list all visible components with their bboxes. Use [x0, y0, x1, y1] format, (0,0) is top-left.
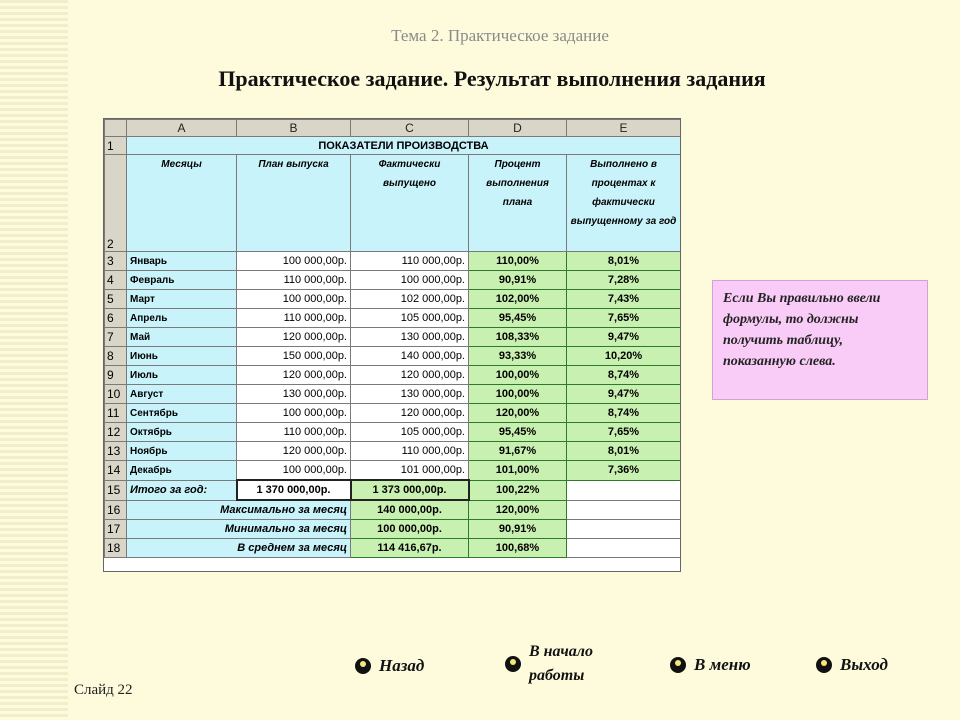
plan-cell[interactable]: 150 000,00р. — [237, 347, 351, 366]
column-header-e[interactable]: E — [567, 120, 681, 137]
percent-cell[interactable]: 108,33% — [469, 328, 567, 347]
bullet-icon — [505, 656, 521, 672]
back-button[interactable] — [355, 656, 424, 676]
plan-cell[interactable]: 120 000,00р. — [237, 442, 351, 461]
bullet-icon — [816, 657, 832, 673]
empty-cell[interactable] — [567, 480, 681, 500]
month-cell[interactable]: Август — [127, 385, 237, 404]
spreadsheet — [103, 118, 681, 572]
fact-cell[interactable]: 100 000,00р. — [351, 271, 469, 290]
start-label: В начало работы — [529, 643, 593, 684]
row-number[interactable]: 16 — [105, 500, 127, 520]
table-row — [105, 347, 681, 366]
share-cell[interactable]: 7,65% — [567, 423, 681, 442]
plan-cell[interactable]: 100 000,00р. — [237, 461, 351, 481]
percent-cell[interactable]: 101,00% — [469, 461, 567, 481]
max-percent[interactable]: 120,00% — [469, 500, 567, 520]
total-percent[interactable]: 100,22% — [469, 480, 567, 500]
avg-percent[interactable]: 100,68% — [469, 539, 567, 558]
month-cell[interactable]: Июль — [127, 366, 237, 385]
menu-label: В меню — [694, 655, 751, 674]
empty-cell[interactable] — [567, 520, 681, 539]
plan-cell[interactable]: 100 000,00р. — [237, 404, 351, 423]
share-cell[interactable]: 10,20% — [567, 347, 681, 366]
share-cell[interactable]: 7,36% — [567, 461, 681, 481]
fact-cell[interactable]: 130 000,00р. — [351, 385, 469, 404]
share-cell[interactable]: 8,74% — [567, 366, 681, 385]
month-cell[interactable]: Ноябрь — [127, 442, 237, 461]
table-row — [105, 271, 681, 290]
header-cell-months[interactable]: Месяцы — [127, 155, 237, 252]
plan-cell[interactable]: 100 000,00р. — [237, 252, 351, 271]
table-row — [105, 328, 681, 347]
table-row — [105, 290, 681, 309]
table-row — [105, 252, 681, 271]
share-cell[interactable]: 8,74% — [567, 404, 681, 423]
column-header-b[interactable]: B — [237, 120, 351, 137]
month-cell[interactable]: Март — [127, 290, 237, 309]
table-row — [105, 442, 681, 461]
max-label[interactable]: Максимально за месяц — [127, 500, 351, 520]
table-row — [105, 309, 681, 328]
month-cell[interactable]: Апрель — [127, 309, 237, 328]
row-number[interactable]: 6 — [105, 309, 127, 328]
max-row — [105, 500, 681, 520]
share-cell[interactable]: 9,47% — [567, 328, 681, 347]
month-cell[interactable]: Февраль — [127, 271, 237, 290]
month-cell[interactable]: Сентябрь — [127, 404, 237, 423]
total-plan[interactable]: 1 370 000,00р. — [237, 480, 351, 500]
row-number[interactable]: 11 — [105, 404, 127, 423]
column-header-a[interactable]: A — [127, 120, 237, 137]
fact-cell[interactable]: 101 000,00р. — [351, 461, 469, 481]
exit-button[interactable] — [816, 655, 888, 675]
fact-cell[interactable]: 110 000,00р. — [351, 252, 469, 271]
share-cell[interactable]: 9,47% — [567, 385, 681, 404]
month-cell[interactable]: Май — [127, 328, 237, 347]
table-row — [105, 461, 681, 481]
share-cell[interactable]: 7,65% — [567, 309, 681, 328]
avg-row — [105, 539, 681, 558]
max-fact[interactable]: 140 000,00р. — [351, 500, 469, 520]
min-percent[interactable]: 90,91% — [469, 520, 567, 539]
fact-cell[interactable]: 120 000,00р. — [351, 366, 469, 385]
percent-cell[interactable]: 120,00% — [469, 404, 567, 423]
percent-cell[interactable]: 90,91% — [469, 271, 567, 290]
table-header-row — [105, 155, 681, 252]
share-cell[interactable]: 8,01% — [567, 252, 681, 271]
plan-cell[interactable]: 130 000,00р. — [237, 385, 351, 404]
row-number[interactable]: 1 — [105, 137, 127, 155]
table-row — [105, 423, 681, 442]
page-title: Практическое задание. Результат выполнения задания — [218, 66, 766, 91]
share-cell[interactable]: 7,43% — [567, 290, 681, 309]
row-number[interactable]: 3 — [105, 252, 127, 271]
fact-cell[interactable]: 130 000,00р. — [351, 328, 469, 347]
plan-cell[interactable]: 120 000,00р. — [237, 366, 351, 385]
month-cell[interactable]: Октябрь — [127, 423, 237, 442]
row-number[interactable]: 5 — [105, 290, 127, 309]
fact-cell[interactable]: 105 000,00р. — [351, 309, 469, 328]
corner-cell[interactable] — [105, 120, 127, 137]
row-number[interactable]: 12 — [105, 423, 127, 442]
exit-label: Выход — [840, 655, 888, 674]
start-button[interactable] — [505, 640, 615, 688]
column-header-c[interactable]: C — [351, 120, 469, 137]
percent-cell[interactable]: 100,00% — [469, 385, 567, 404]
plan-cell[interactable]: 110 000,00р. — [237, 271, 351, 290]
menu-button[interactable] — [670, 655, 751, 675]
back-label: Назад — [379, 656, 425, 675]
bullet-icon — [670, 657, 686, 673]
min-label[interactable]: Минимально за месяц — [127, 520, 351, 539]
month-cell[interactable]: Январь — [127, 252, 237, 271]
row-number[interactable]: 10 — [105, 385, 127, 404]
hint-box: Если Вы правильно ввели формулы, то должны получить таблицу, показанную слева. — [712, 280, 928, 400]
column-header-d[interactable]: D — [469, 120, 567, 137]
avg-fact[interactable]: 114 416,67р. — [351, 539, 469, 558]
percent-cell[interactable]: 95,45% — [469, 423, 567, 442]
month-cell[interactable]: Июнь — [127, 347, 237, 366]
share-cell[interactable]: 7,28% — [567, 271, 681, 290]
fact-cell[interactable]: 102 000,00р. — [351, 290, 469, 309]
header-cell-share[interactable]: Выполнено в процентах к фактически выпущенному за год — [567, 155, 681, 252]
table-row — [105, 137, 681, 155]
percent-cell[interactable]: 93,33% — [469, 347, 567, 366]
row-number[interactable]: 17 — [105, 520, 127, 539]
table-title-cell[interactable]: ПОКАЗАТЕЛИ ПРОИЗВОДСТВА — [127, 137, 681, 155]
row-number[interactable]: 9 — [105, 366, 127, 385]
percent-cell[interactable]: 110,00% — [469, 252, 567, 271]
fact-cell[interactable]: 110 000,00р. — [351, 442, 469, 461]
plan-cell[interactable]: 110 000,00р. — [237, 309, 351, 328]
fact-cell[interactable]: 140 000,00р. — [351, 347, 469, 366]
total-row — [105, 480, 681, 500]
min-row — [105, 520, 681, 539]
percent-cell[interactable]: 95,45% — [469, 309, 567, 328]
slide-number: Слайд 22 — [74, 682, 133, 698]
row-number[interactable]: 8 — [105, 347, 127, 366]
month-cell[interactable]: Декабрь — [127, 461, 237, 481]
percent-cell[interactable]: 91,67% — [469, 442, 567, 461]
min-fact[interactable]: 100 000,00р. — [351, 520, 469, 539]
plan-cell[interactable]: 110 000,00р. — [237, 423, 351, 442]
table-row — [105, 404, 681, 423]
row-number[interactable]: 7 — [105, 328, 127, 347]
header-cell-percent[interactable]: Процент выполнения плана — [469, 155, 567, 252]
decorative-stripes — [0, 0, 68, 720]
percent-cell[interactable]: 100,00% — [469, 366, 567, 385]
empty-cell[interactable] — [567, 539, 681, 558]
row-number[interactable]: 4 — [105, 271, 127, 290]
column-header-row — [105, 120, 681, 137]
fact-cell[interactable]: 105 000,00р. — [351, 423, 469, 442]
row-number[interactable]: 15 — [105, 480, 127, 500]
empty-cell[interactable] — [567, 500, 681, 520]
fact-cell[interactable]: 120 000,00р. — [351, 404, 469, 423]
row-number[interactable]: 2 — [105, 155, 127, 252]
share-cell[interactable]: 8,01% — [567, 442, 681, 461]
topic-heading: Тема 2. Практическое задание — [391, 26, 609, 45]
header-cell-fact[interactable]: Фактически выпущено — [351, 155, 469, 252]
table-row — [105, 366, 681, 385]
header-cell-plan[interactable]: План выпуска — [237, 155, 351, 252]
row-number[interactable]: 13 — [105, 442, 127, 461]
percent-cell[interactable]: 102,00% — [469, 290, 567, 309]
table-row — [105, 385, 681, 404]
row-number[interactable]: 14 — [105, 461, 127, 481]
plan-cell[interactable]: 120 000,00р. — [237, 328, 351, 347]
plan-cell[interactable]: 100 000,00р. — [237, 290, 351, 309]
bullet-icon — [355, 658, 371, 674]
avg-label[interactable]: В среднем за месяц — [127, 539, 351, 558]
total-fact[interactable]: 1 373 000,00р. — [351, 480, 469, 500]
row-number[interactable]: 18 — [105, 539, 127, 558]
total-label[interactable]: Итого за год: — [127, 480, 237, 500]
